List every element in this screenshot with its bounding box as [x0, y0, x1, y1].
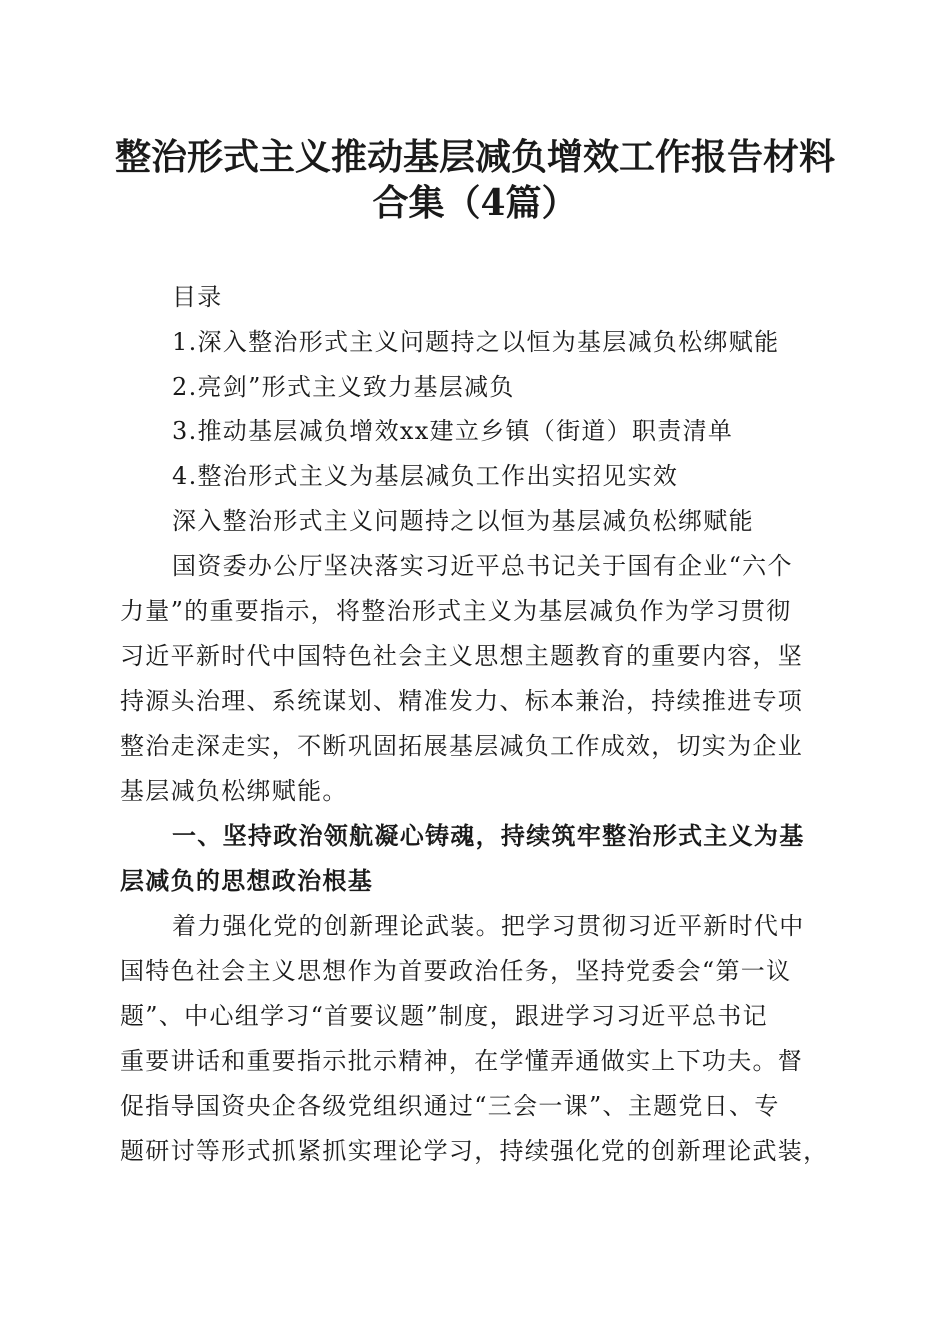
paragraph-line: 国资委办公厅坚决落实习近平总书记关于国有企业“六个: [172, 552, 793, 580]
paragraph-line: 习近平新时代中国特色社会主义思想主题教育的重要内容，坚: [120, 642, 804, 670]
toc-heading: 目录: [172, 283, 223, 311]
toc-item-4: 4.整治形式主义为基层减负工作出实招见实效: [172, 462, 679, 490]
paragraph-line: 题研讨等形式抓紧抓实理论学习，持续强化党的创新理论武装，: [120, 1137, 829, 1165]
paragraph-line: 促指导国资央企各级党组织通过“三会一课”、主题党日、专: [120, 1092, 780, 1120]
section-heading-line: 层减负的思想政治根基: [120, 867, 373, 895]
paragraph-line: 重要讲话和重要指示批示精神，在学懂弄通做实上下功夫。督: [120, 1047, 804, 1075]
paragraph-line: 基层减负松绑赋能。: [120, 777, 348, 805]
toc-item-1: 1.深入整治形式主义问题持之以恒为基层减负松绑赋能: [172, 328, 780, 356]
paragraph-line: 持源头治理、系统谋划、精准发力、标本兼治，持续推进专项: [120, 687, 804, 715]
document-title-line-2: 合集（4篇）: [372, 182, 578, 224]
article-title: 深入整治形式主义问题持之以恒为基层减负松绑赋能: [172, 507, 754, 535]
paragraph-line: 力量”的重要指示，将整治形式主义为基层减负作为学习贯彻: [120, 597, 792, 625]
document-title-line-1: 整治形式主义推动基层减负增效工作报告材料: [114, 136, 835, 178]
section-heading-line: 一、坚持政治领航凝心铸魂，持续筑牢整治形式主义为基: [172, 822, 805, 850]
toc-item-3: 3.推动基层减负增效xx建立乡镇（街道）职责清单: [172, 417, 734, 445]
paragraph-line: 着力强化党的创新理论武装。把学习贯彻习近平新时代中: [172, 912, 805, 940]
toc-item-2: 2.亮剑”形式主义致力基层减负: [172, 373, 515, 401]
paragraph-line: 国特色社会主义思想作为首要政治任务，坚持党委会“第一议: [120, 957, 792, 985]
paragraph-line: 整治走深走实，不断巩固拓展基层减负工作成效，切实为企业: [120, 732, 804, 760]
paragraph-line: 题”、中心组学习“首要议题”制度，跟进学习习近平总书记: [120, 1002, 768, 1030]
